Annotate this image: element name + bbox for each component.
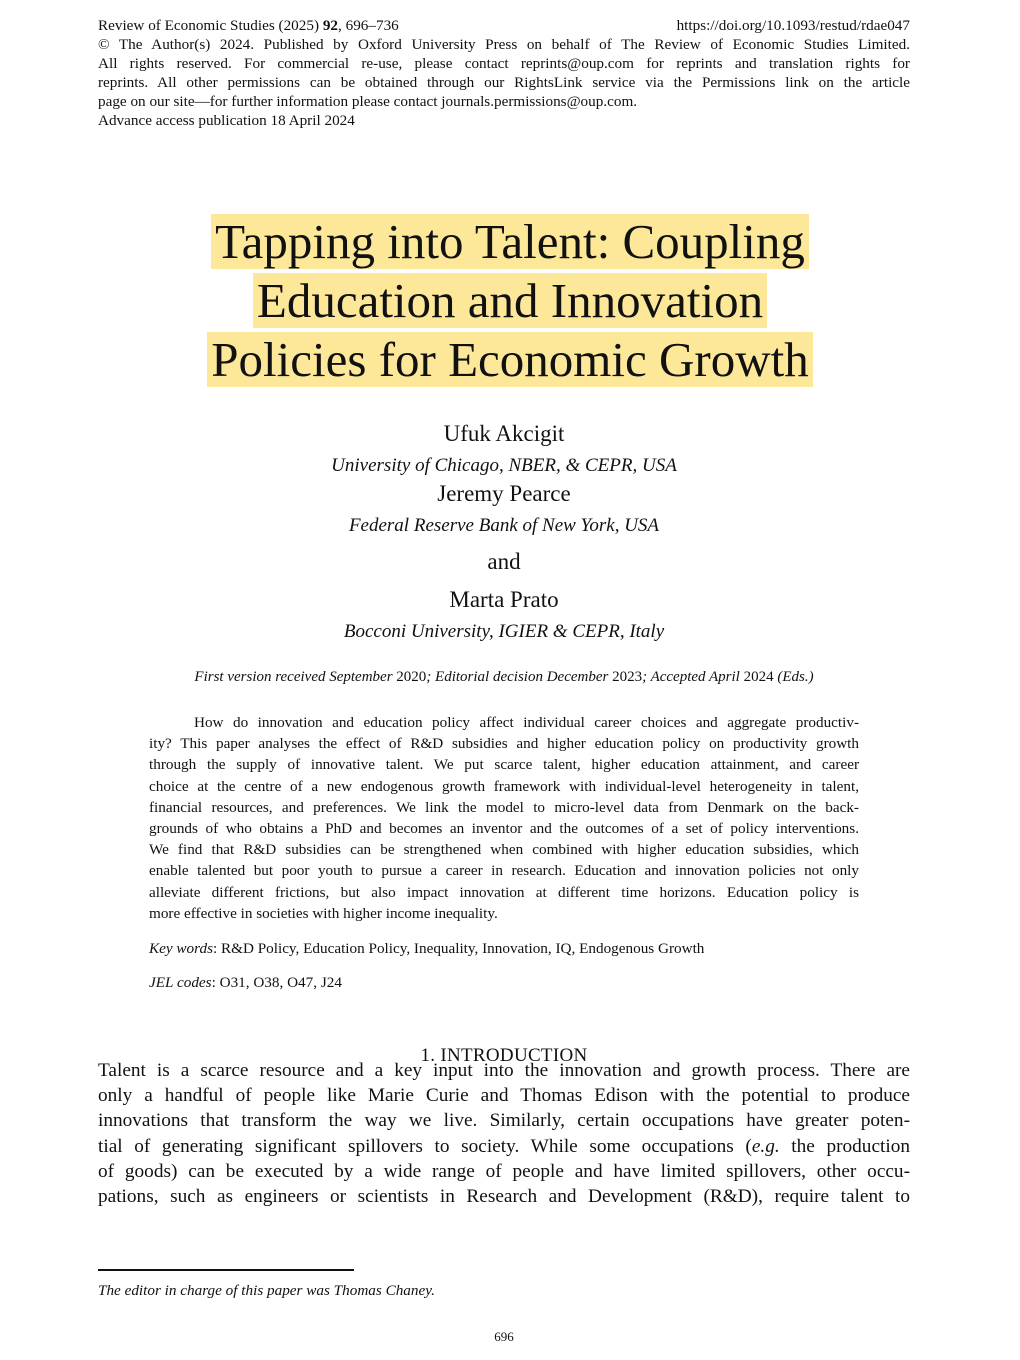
- body-line: of goods) can be executed by a wide range of people and have limited spillovers, other occu-: [98, 1160, 910, 1182]
- intro-paragraph: [98, 1058, 910, 1209]
- footnote-rule: [98, 1269, 354, 1271]
- volume-number: 92: [322, 17, 339, 34]
- copyright-line: All rights reserved. For commercial re-use, please contact reprints@oup.com for reprints and translation rights for: [98, 55, 910, 72]
- body-text: the production: [779, 1135, 910, 1157]
- title-line: Education and Innovation: [253, 273, 767, 328]
- doi-link[interactable]: https://doi.org/10.1093/restud/rdae047: [676, 17, 910, 34]
- title-line: Policies for Economic Growth: [207, 332, 812, 387]
- journal-header: [98, 16, 910, 130]
- copyright-line: page on our site—for further information please contact journals.permissions@oup.com.: [98, 93, 638, 110]
- body-line: only a handful of people like Marie Curie and Thomas Edison with the potential to produce: [98, 1085, 910, 1107]
- keywords: [149, 940, 704, 958]
- header-top-line: [98, 16, 910, 35]
- abstract-line: enable talented but poor youth to pursue a career in research. Education and innovation policies not only: [149, 862, 859, 880]
- abstract-line: choice at the centre of a new endogenous growth framework with individual-level heterogeneity in talent,: [149, 777, 859, 795]
- abstract-line: grounds of who obtains a PhD and becomes an inventor and the outcomes of a set of policy interventions.: [149, 820, 859, 838]
- body-line: Talent is a scarce resource and a key input into the innovation and growth process. There are: [98, 1060, 910, 1081]
- first-version-label: First version received September: [194, 669, 397, 685]
- author-affiliation: University of Chicago, NBER, & CEPR, USA: [331, 455, 677, 476]
- body-line: innovations that transform the way we live. Similarly, certain occupations have greater poten-: [98, 1110, 910, 1132]
- abstract-line: ity? This paper analyses the effect of R&D subsidies and higher education policy on productivity growth: [149, 735, 859, 753]
- citation: [98, 16, 399, 35]
- abstract-line: How do innovation and education policy affect individual career choices and aggregate productiv-: [194, 714, 859, 731]
- abstract-line: more effective in societies with higher income inequality.: [149, 904, 498, 922]
- decision-year: 2023: [612, 669, 643, 685]
- editorial-dates: [0, 669, 1008, 686]
- accepted-year: 2024: [743, 669, 774, 685]
- page-range: , 696–736: [338, 17, 399, 34]
- author-name: Jeremy Pearce: [437, 481, 571, 506]
- eds-note: (Eds.): [773, 669, 814, 685]
- abstract-line: We find that R&D subsidies can be strengthened when combined with higher education subsidies, which: [149, 841, 859, 859]
- abstract-line: financial resources, and preferences. We link the model to micro-level data from Denmark on the back-: [149, 798, 859, 816]
- keywords-text: : R&D Policy, Education Policy, Inequality, Innovation, IQ, Endogenous Growth: [212, 940, 705, 957]
- jel-text: : O31, O38, O47, J24: [211, 974, 342, 991]
- authors-and: and: [487, 549, 521, 574]
- copyright-line: reprints. All other permissions can be obtained through our RightsLink service via the Permissions link on the article: [98, 74, 910, 91]
- author-affiliation: Bocconi University, IGIER & CEPR, Italy: [343, 621, 665, 642]
- body-italic-eg: e.g.: [751, 1135, 780, 1157]
- editor-footnote: The editor in charge of this paper was Thomas Chaney.: [98, 1282, 435, 1299]
- author-name: Ufuk Akcigit: [443, 421, 565, 446]
- keywords-label: Key words: [149, 940, 213, 957]
- first-version-year: 2020: [396, 669, 427, 685]
- jel-codes: [149, 974, 342, 992]
- body-text: tial of generating significant spillovers to society. While some occupations (: [98, 1135, 752, 1157]
- jel-label: JEL codes: [149, 974, 212, 991]
- abstract-line: through the supply of innovative talent. We put scarce talent, higher education attainment, and career: [149, 756, 859, 774]
- section-heading: 1. INTRODUCTION: [420, 1045, 588, 1066]
- accepted-label: ; Accepted April: [642, 669, 744, 685]
- paper-title: [0, 212, 1020, 389]
- author-affiliation: Federal Reserve Bank of New York, USA: [348, 515, 660, 536]
- copyright-line: © The Author(s) 2024. Published by Oxford University Press on behalf of The Review of Economic Studies Limited.: [98, 36, 910, 53]
- decision-label: ; Editorial decision December: [426, 669, 613, 685]
- abstract-line: alleviate different frictions, but also impact innovation at different time horizons. Education policy is: [149, 883, 859, 901]
- advance-access-line: Advance access publication 18 April 2024: [98, 112, 355, 129]
- abstract: [149, 712, 859, 924]
- journal-name: Review of Economic Studies (2025): [98, 17, 323, 34]
- title-line: Tapping into Talent: Coupling: [211, 214, 809, 269]
- body-line: [98, 1134, 910, 1159]
- author-name: Marta Prato: [449, 587, 559, 612]
- body-line: pations, such as engineers or scientists in Research and Development (R&D), require talent to: [98, 1186, 910, 1208]
- page-number: 696: [494, 1329, 514, 1344]
